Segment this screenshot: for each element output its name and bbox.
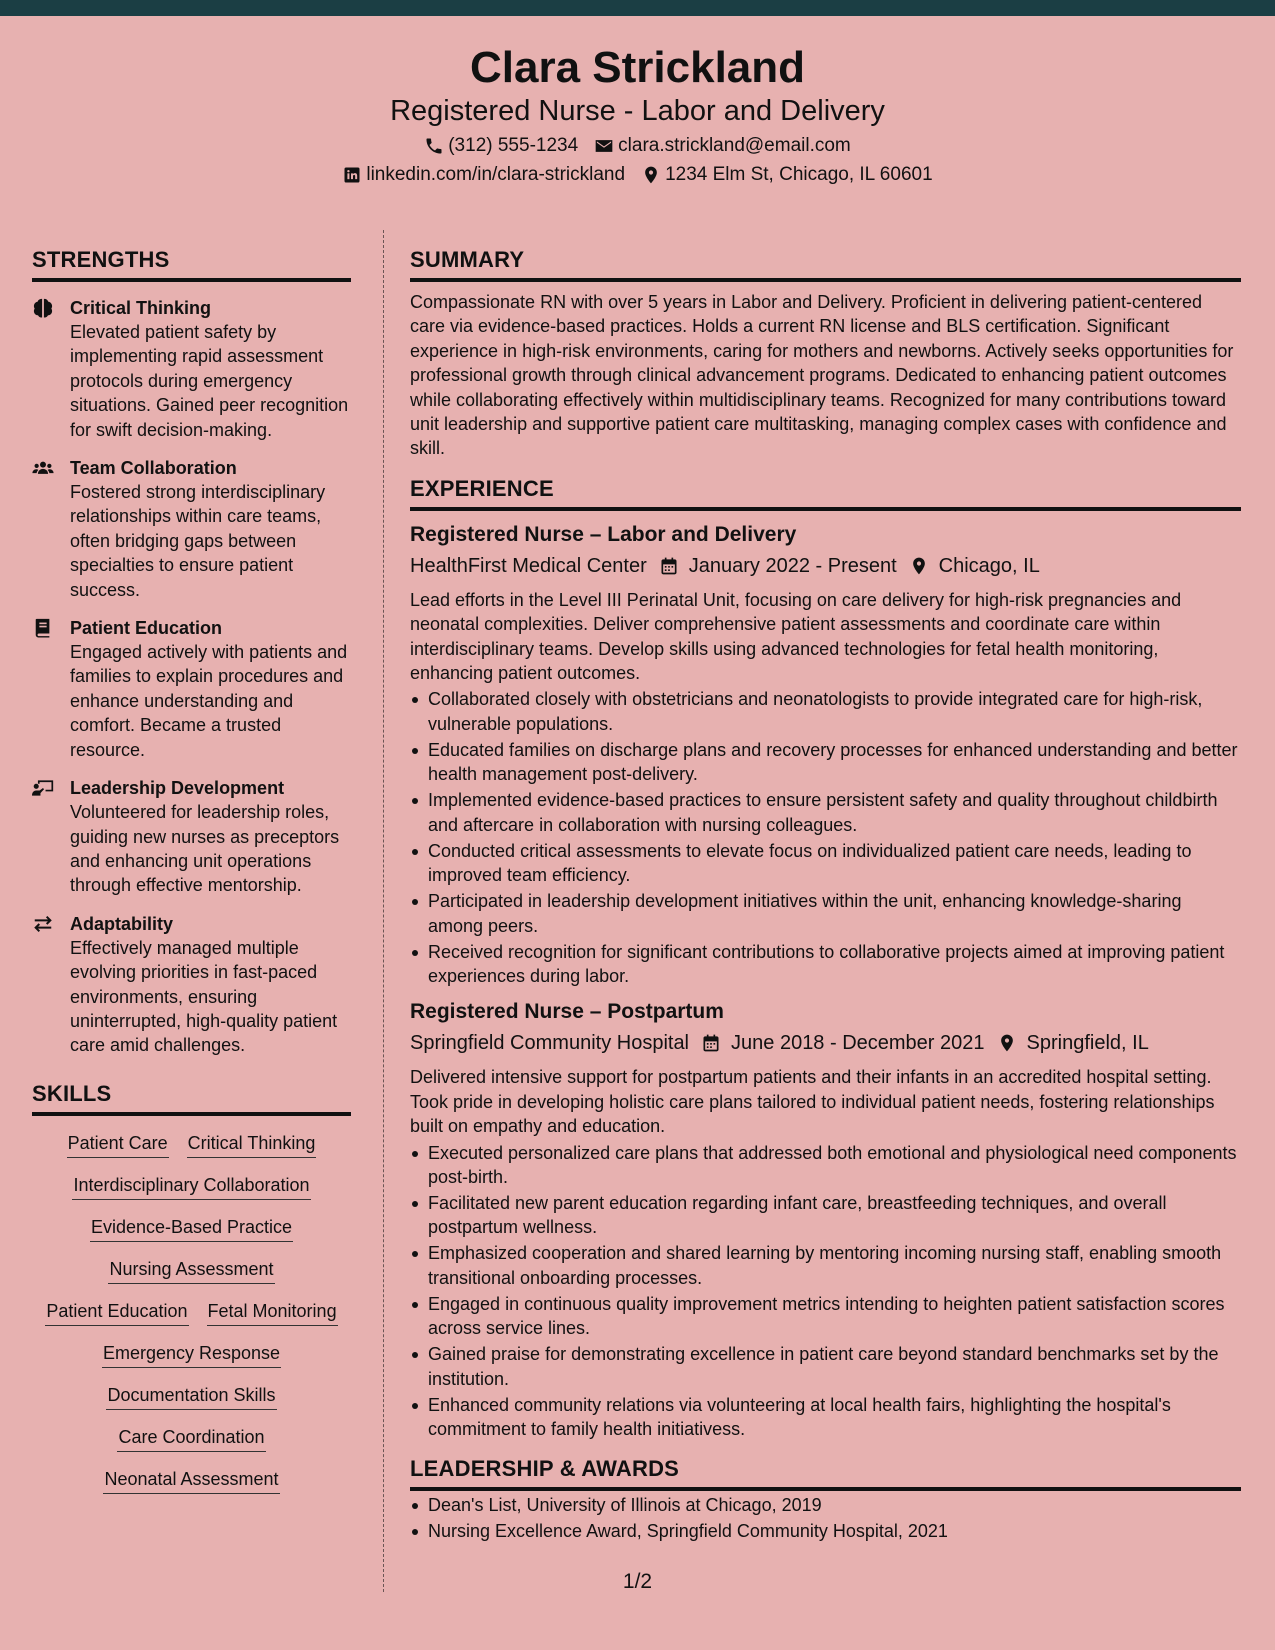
- job-title: Registered Nurse – Labor and Delivery: [410, 522, 797, 546]
- page-number: 1/2: [622, 1570, 653, 1593]
- contact-line-2: [0, 163, 1275, 187]
- job-location: Chicago, IL: [938, 554, 1040, 577]
- strength-title: Leadership Development: [70, 778, 285, 799]
- skill-tag: Evidence-Based Practice: [90, 1215, 293, 1242]
- list-item: Collaborated closely with obstetricians and neonatologists to provide integrated care for high-risk, vulnerable populations.: [410, 687, 1241, 736]
- map-pin-icon: [641, 165, 661, 185]
- linkedin-contact[interactable]: [342, 163, 625, 187]
- skills-list: [32, 1131, 351, 1494]
- brain-icon: [32, 298, 54, 318]
- job-bullets: [410, 687, 1241, 988]
- strength-description: Elevated patient safety by implementing rapid assessment protocols during emergency situations. Gained peer recognition for swift decision-making.: [70, 322, 349, 440]
- skill-tag: Nursing Assessment: [108, 1257, 274, 1284]
- strength-item: [32, 912, 351, 1058]
- skill-tag: Neonatal Assessment: [103, 1467, 279, 1494]
- list-item: Executed personalized care plans that addressed both emotional and physiological need components post-birth.: [410, 1141, 1241, 1190]
- phone-text: (312) 555-1234: [448, 135, 579, 157]
- envelope-icon: [594, 136, 614, 156]
- skill-row: [32, 1131, 351, 1158]
- strength-title: Critical Thinking: [70, 298, 212, 318]
- list-item: Dean's List, University of Illinois at Chicago, 2019: [410, 1493, 1241, 1517]
- job-company: HealthFirst Medical Center: [410, 554, 647, 577]
- summary-text: Compassionate RN with over 5 years in Labor and Delivery. Proficient in delivering patient-centered care via evidence-based practices. Holds a current RN license and BLS certification. Significant experience in high-risk environments, caring for mothers and newborns. Actively seeks opportunities for professional growth through clinical advancement programs. Dedicated to enhancing patient outcomes while collaborating effectively within multidisciplinary teams. Recognized for many contributions toward unit leadership and supportive patient care multitasking, managing complex cases with confidence and skill.: [410, 292, 1234, 459]
- strength-title: Adaptability: [70, 913, 174, 934]
- list-item: Facilitated new parent education regarding infant care, breastfeeding techniques, and overall postpartum wellness.: [410, 1191, 1241, 1240]
- phone-contact: [424, 134, 578, 158]
- job-description: Delivered intensive support for postpartum patients and their infants in an accredited hospital setting. Took pride in developing holistic care plans tailored to individual patient needs, fostering relationships built on empathy and education.: [410, 1067, 1215, 1137]
- email-contact[interactable]: [594, 134, 851, 158]
- skill-tag: Patient Education: [45, 1299, 188, 1326]
- skill-row: [32, 1215, 351, 1242]
- list-item: Nursing Excellence Award, Springfield Community Hospital, 2021: [410, 1519, 1241, 1543]
- calendar-icon: [659, 556, 679, 576]
- list-item: Engaged in continuous quality improvement metrics intending to heighten patient satisfaction scores across service lines.: [410, 1292, 1241, 1341]
- job-company: Springfield Community Hospital: [410, 1032, 690, 1055]
- skill-tag: Interdisciplinary Collaboration: [72, 1173, 310, 1200]
- users-icon: [32, 458, 54, 478]
- strength-description: Volunteered for leadership roles, guiding new nurses as preceptors and enhancing unit operations through effective mentorship.: [70, 802, 340, 896]
- top-accent-bar: [0, 0, 1275, 16]
- experience-heading: EXPERIENCE: [410, 475, 1241, 511]
- contact-line-1: [0, 134, 1275, 158]
- strength-title: Patient Education: [70, 618, 223, 639]
- email-text: clara.strickland@email.com: [618, 135, 851, 157]
- strength-description: Fostered strong interdisciplinary relationships within care teams, often bridging gaps between specialties to ensure patient success.: [70, 482, 326, 600]
- book-icon: [32, 618, 54, 638]
- skill-tag: Emergency Response: [102, 1341, 281, 1368]
- linkedin-text: linkedin.com/in/clara-strickland: [366, 164, 626, 186]
- list-item: Conducted critical assessments to elevate focus on individualized patient care needs, leading to improved team efficiency.: [410, 839, 1241, 888]
- list-item: Educated families on discharge plans and recovery processes for enhanced understanding and better health management post-delivery.: [410, 738, 1241, 787]
- skill-row: [32, 1341, 351, 1368]
- strength-item: [32, 616, 351, 762]
- skill-row: [32, 1425, 351, 1452]
- candidate-name: Clara Strickland: [469, 43, 806, 92]
- skill-tag: Patient Care: [67, 1131, 169, 1158]
- job-dates: January 2022 - Present: [688, 554, 897, 577]
- skill-tag: Critical Thinking: [187, 1131, 317, 1158]
- list-item: Implemented evidence-based practices to ensure persistent safety and quality throughout childbirth and aftercare in collaboration with nursing colleagues.: [410, 788, 1241, 837]
- list-item: Received recognition for significant contributions to collaborative projects aimed at improving patient experiences during labor.: [410, 940, 1241, 989]
- skill-row: [32, 1467, 351, 1494]
- list-item: Gained praise for demonstrating excellence in patient care beyond standard benchmarks set by the institution.: [410, 1342, 1241, 1391]
- job-bullets: [410, 1141, 1241, 1442]
- exchange-icon: [32, 914, 54, 934]
- skill-row: [32, 1383, 351, 1410]
- skill-tag: Documentation Skills: [106, 1383, 276, 1410]
- address-contact: [641, 163, 933, 187]
- summary-heading: SUMMARY: [410, 246, 1241, 282]
- presenter-icon: [32, 778, 54, 798]
- left-column: [32, 246, 351, 1494]
- job-meta: [410, 1029, 1241, 1057]
- list-item: Participated in leadership development initiatives within the unit, enhancing knowledge-sharing among peers.: [410, 889, 1241, 938]
- right-column: [410, 246, 1241, 1544]
- list-item: Enhanced community relations via volunteering at local health fairs, highlighting the hospital's commitment to family health initiativess.: [410, 1393, 1241, 1442]
- candidate-title: Registered Nurse - Labor and Delivery: [390, 95, 885, 128]
- map-pin-icon: [997, 1033, 1017, 1053]
- address-text: 1234 Elm St, Chicago, IL 60601: [665, 164, 933, 186]
- strengths-heading: STRENGTHS: [32, 246, 351, 282]
- skill-row: [32, 1299, 351, 1326]
- map-pin-icon: [909, 556, 929, 576]
- awards-heading: LEADERSHIP & AWARDS: [410, 1455, 1241, 1491]
- resume-header: [0, 16, 1275, 204]
- awards-list: [410, 1493, 1241, 1543]
- list-item: Emphasized cooperation and shared learning by mentoring incoming nursing staff, enabling smooth transitional onboarding processes.: [410, 1241, 1241, 1290]
- skill-row: [32, 1257, 351, 1284]
- job-location: Springfield, IL: [1026, 1032, 1149, 1055]
- job-entry: [410, 521, 1241, 988]
- skills-heading: SKILLS: [32, 1080, 351, 1116]
- skill-tag: Fetal Monitoring: [207, 1299, 338, 1326]
- job-meta: [410, 552, 1241, 580]
- strength-item: [32, 296, 351, 442]
- job-description: Lead efforts in the Level III Perinatal Unit, focusing on care delivery for high-risk pregnancies and neonatal complexities. Deliver comprehensive patient assessments and coordinate care within interdisciplinary teams. Develop skills using advanced technologies for fetal health monitoring, enhancing patient outcomes.: [410, 589, 1182, 684]
- phone-icon: [424, 136, 444, 156]
- skill-tag: Care Coordination: [117, 1425, 265, 1452]
- job-title: Registered Nurse – Postpartum: [410, 1000, 724, 1024]
- strength-description: Engaged actively with patients and families to explain procedures and enhance understanding and comfort. Became a trusted resource.: [70, 642, 348, 760]
- calendar-icon: [701, 1033, 721, 1053]
- linkedin-icon: [342, 165, 362, 185]
- column-divider: [383, 230, 384, 1592]
- job-entry: [410, 998, 1241, 1441]
- strength-title: Team Collaboration: [70, 458, 237, 479]
- strength-description: Effectively managed multiple evolving priorities in fast-paced environments, ensuring uninterrupted, high-quality patient care amid challenges.: [70, 937, 338, 1056]
- strength-item: [32, 456, 351, 602]
- strength-item: [32, 776, 351, 898]
- job-dates: June 2018 - December 2021: [731, 1032, 985, 1055]
- skill-row: [32, 1173, 351, 1200]
